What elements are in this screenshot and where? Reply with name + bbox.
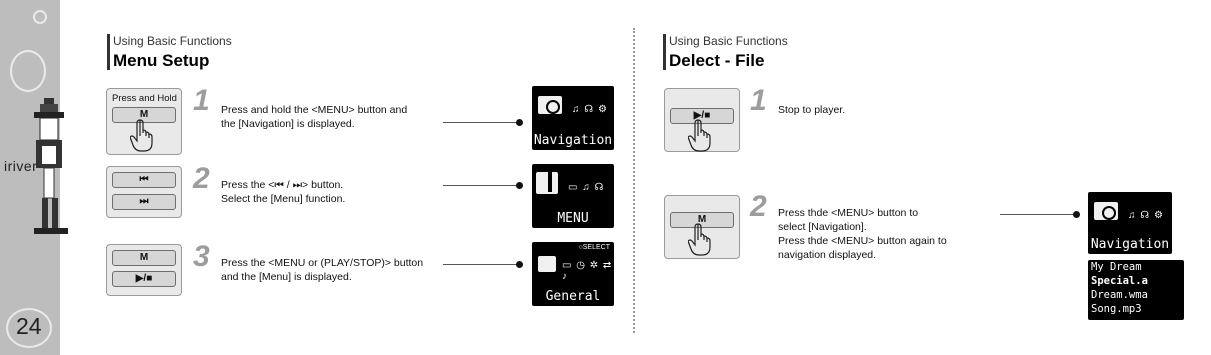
step-number-1: 1 <box>750 84 767 117</box>
screen-icons-row: ♫ ☊ ⚙ <box>572 104 608 115</box>
callout-line <box>443 185 520 186</box>
magnifier-icon <box>1102 206 1116 220</box>
screen-label: General <box>545 289 601 304</box>
screen-label: Navigation <box>1090 237 1170 252</box>
next-key[interactable]: ⏭ <box>112 194 176 210</box>
screen-navigation <box>1088 192 1172 254</box>
right-step2-description: Press thde <MENU> button to select [Navigation]. Press thde <MENU> button again to navigation displayed. <box>778 207 947 261</box>
callout-line <box>1000 214 1076 215</box>
heading-bar <box>663 34 666 70</box>
play-stop-key[interactable]: ▶/■ <box>670 108 734 124</box>
file-list-item[interactable]: My Dream <box>1091 261 1142 273</box>
page-number: 24 <box>16 313 42 339</box>
pointing-hand-icon <box>130 118 158 152</box>
page-divider <box>633 28 635 333</box>
screen-icons-row: ♫ ☊ ⚙ <box>1128 210 1164 221</box>
step-number-2: 2 <box>750 190 767 223</box>
callout-dot <box>516 119 523 126</box>
callout-dot <box>516 182 523 189</box>
screen-icons-row: ▭ ♫ ☊ <box>568 182 605 193</box>
callout-line <box>443 264 520 265</box>
press-and-hold-label: Press and Hold <box>112 93 177 104</box>
screen-menu <box>532 164 614 228</box>
section-title: Menu Setup <box>113 51 210 70</box>
screen-label: MENU <box>557 211 589 226</box>
file-list-item-selected[interactable]: Special.a <box>1091 275 1148 287</box>
file-list-item[interactable]: Dream.wma <box>1091 289 1148 301</box>
pointing-hand-icon <box>688 222 716 256</box>
box-icon <box>538 256 556 272</box>
screen-navigation <box>532 86 614 150</box>
section-kicker: Using Basic Functions <box>669 34 788 48</box>
screen-icons-row: ▭ ◷ ✲ ⇄ ♪ <box>562 260 613 282</box>
tools-icon <box>536 172 558 194</box>
menu-key[interactable]: M <box>670 212 734 228</box>
select-tag: ○SELECT <box>578 244 610 251</box>
step-number-1: 1 <box>193 84 210 117</box>
file-list-item[interactable]: Song.mp3 <box>1091 303 1142 315</box>
menu-key[interactable]: M <box>112 250 176 266</box>
screen-general <box>532 242 614 306</box>
previous-key[interactable]: ⏮ <box>112 172 176 188</box>
magnifier-icon <box>546 100 560 114</box>
section-title: Delect - File <box>669 51 765 70</box>
step-number-2: 2 <box>193 162 210 195</box>
callout-line <box>443 122 520 123</box>
decor-heart-icon <box>10 50 46 92</box>
brand-logo: iriver <box>4 158 38 174</box>
callout-dot <box>516 261 523 268</box>
step3-description: Press the <MENU or (PLAY/STOP)> button and the [Menu] is displayed. <box>221 257 424 283</box>
pointing-hand-icon <box>688 118 716 152</box>
menu-key[interactable]: M <box>112 107 176 123</box>
play-stop-key[interactable]: ▶/■ <box>112 271 176 287</box>
wrench-icon <box>548 168 552 192</box>
heading-bar <box>107 34 110 70</box>
section-kicker: Using Basic Functions <box>113 34 232 48</box>
right-step1-description: Stop to player. <box>778 104 846 116</box>
decor-circle-small <box>33 10 47 24</box>
file-list-screen <box>1088 260 1184 320</box>
screen-label: Navigation <box>533 133 613 148</box>
step2-description: Press the <⏮ / ⏭> button. Select the [Menu] function. <box>221 179 346 205</box>
callout-dot <box>1073 211 1080 218</box>
step1-description: Press and hold the <MENU> button and the [Navigation] is displayed. <box>221 104 408 130</box>
step-number-3: 3 <box>193 240 210 273</box>
